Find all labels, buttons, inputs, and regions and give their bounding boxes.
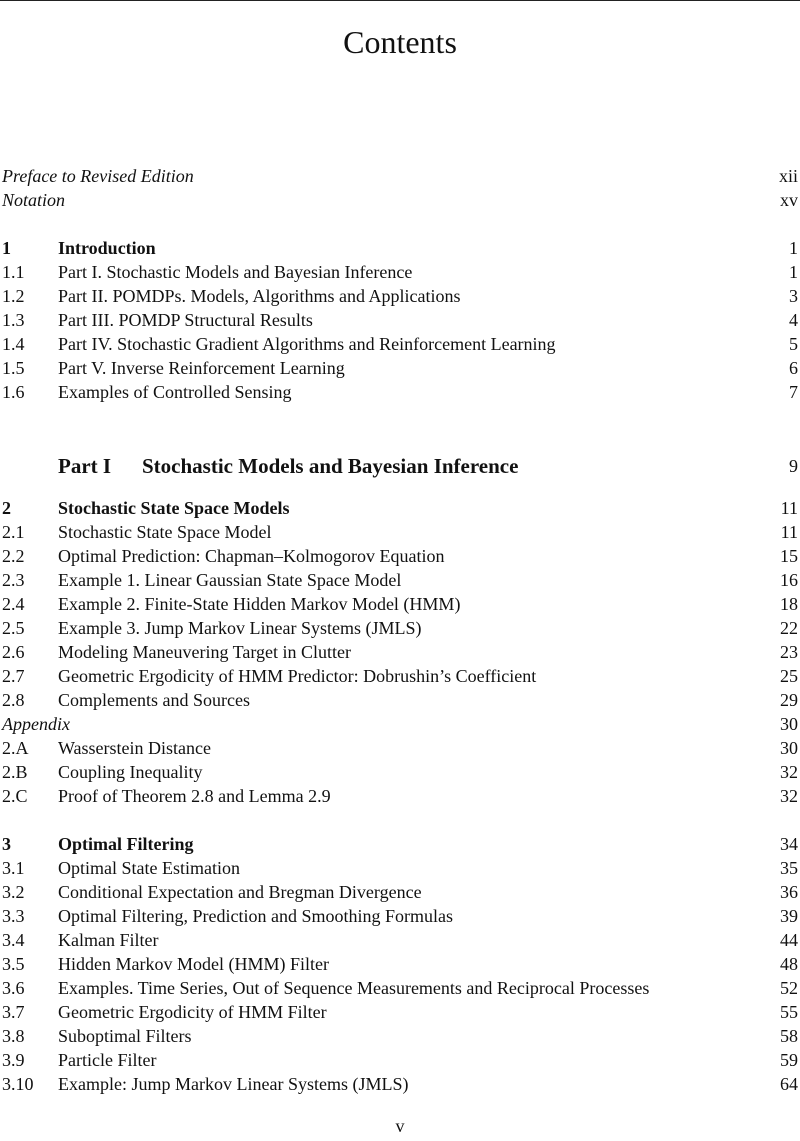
section-number: 3.3: [2, 906, 25, 926]
entry-page: xv: [780, 190, 798, 210]
section-page: 36: [780, 882, 798, 902]
table-of-contents: [2, 164, 798, 1096]
part-title: Stochastic Models and Bayesian Inference: [142, 454, 519, 478]
section-page: 35: [780, 858, 798, 878]
section-number: 1.4: [2, 334, 25, 354]
section-title: Part IV. Stochastic Gradient Algorithms and Reinforcement Learning: [58, 334, 556, 354]
section-number: 2.5: [2, 618, 25, 638]
section-number: 3.7: [2, 1002, 25, 1022]
section-number: 2.A: [2, 738, 29, 758]
section-title: Part I. Stochastic Models and Bayesian Inference: [58, 262, 413, 282]
toc-section[interactable]: [2, 1072, 798, 1096]
section-number: 3.9: [2, 1050, 25, 1070]
part-label: Part I: [58, 454, 112, 478]
chapter-number: 2: [2, 498, 11, 518]
section-number: 3.6: [2, 978, 25, 998]
section-page: 55: [780, 1002, 798, 1022]
section-page: 18: [780, 594, 798, 614]
toc-section[interactable]: [2, 568, 798, 592]
toc-entry-notation[interactable]: [2, 188, 798, 212]
section-title: Optimal Prediction: Chapman–Kolmogorov Equation: [58, 546, 445, 566]
section-page: 39: [780, 906, 798, 926]
page-folio: v: [395, 1116, 405, 1136]
section-page: 32: [780, 786, 798, 806]
section-page: 15: [780, 546, 798, 566]
section-page: 32: [780, 762, 798, 782]
section-number: 2.3: [2, 570, 25, 590]
toc-entry-appendix[interactable]: [2, 712, 798, 736]
section-title: Kalman Filter: [58, 930, 159, 950]
toc-chapter-1[interactable]: [2, 236, 798, 260]
section-number: 2.B: [2, 762, 28, 782]
section-number: 2.8: [2, 690, 25, 710]
section-title: Proof of Theorem 2.8 and Lemma 2.9: [58, 786, 331, 806]
section-page: 64: [780, 1074, 798, 1094]
section-title: Examples. Time Series, Out of Sequence Measurements and Reciprocal Processes: [58, 978, 650, 998]
section-page: 7: [789, 382, 798, 402]
toc-section[interactable]: [2, 880, 798, 904]
toc-section[interactable]: [2, 736, 798, 760]
section-title: Hidden Markov Model (HMM) Filter: [58, 954, 329, 974]
section-page: 59: [780, 1050, 798, 1070]
toc-part-1[interactable]: [2, 444, 798, 488]
section-page: 3: [789, 286, 798, 306]
section-title: Example: Jump Markov Linear Systems (JMLS): [58, 1074, 409, 1094]
toc-section[interactable]: [2, 308, 798, 332]
section-title: Optimal Filtering, Prediction and Smoothing Formulas: [58, 906, 453, 926]
top-rule: [0, 0, 800, 1]
page-title: Contents: [343, 24, 457, 60]
section-title: Suboptimal Filters: [58, 1026, 192, 1046]
toc-section[interactable]: [2, 952, 798, 976]
section-page: 6: [789, 358, 798, 378]
spacer: [2, 212, 798, 236]
section-title: Optimal State Estimation: [58, 858, 240, 878]
entry-title: Preface to Revised Edition: [2, 166, 194, 186]
toc-section[interactable]: [2, 784, 798, 808]
toc-section[interactable]: [2, 856, 798, 880]
section-title: Geometric Ergodicity of HMM Filter: [58, 1002, 327, 1022]
toc-section[interactable]: [2, 664, 798, 688]
toc-section[interactable]: [2, 260, 798, 284]
section-page: 23: [780, 642, 798, 662]
section-title: Example 3. Jump Markov Linear Systems (JMLS): [58, 618, 422, 638]
chapter-page: 11: [780, 498, 798, 518]
section-title: Modeling Maneuvering Target in Clutter: [58, 642, 352, 662]
section-page: 16: [780, 570, 798, 590]
entry-page: xii: [778, 166, 798, 186]
chapter-title: Optimal Filtering: [58, 834, 194, 854]
section-page: 44: [780, 930, 798, 950]
section-title: Particle Filter: [58, 1050, 157, 1070]
spacer: [2, 808, 798, 832]
section-page: 29: [780, 690, 798, 710]
section-title: Part V. Inverse Reinforcement Learning: [58, 358, 345, 378]
toc-section[interactable]: [2, 284, 798, 308]
chapter-page: 1: [789, 238, 798, 258]
toc-section[interactable]: [2, 1024, 798, 1048]
section-page: 58: [780, 1026, 798, 1046]
toc-chapter-2[interactable]: [2, 496, 798, 520]
chapter-title: Introduction: [58, 238, 156, 258]
toc-section[interactable]: [2, 1048, 798, 1072]
section-number: 2.C: [2, 786, 28, 806]
section-number: 2.1: [2, 522, 25, 542]
toc-section[interactable]: [2, 640, 798, 664]
toc-section[interactable]: [2, 332, 798, 356]
section-number: 3.2: [2, 882, 25, 902]
part-page: 9: [789, 456, 798, 476]
section-page: 30: [780, 738, 798, 758]
toc-section[interactable]: [2, 544, 798, 568]
section-title: Stochastic State Space Model: [58, 522, 272, 542]
section-number: 1.2: [2, 286, 25, 306]
section-page: 5: [789, 334, 798, 354]
section-number: 2.2: [2, 546, 25, 566]
toc-section[interactable]: [2, 520, 798, 544]
toc-section[interactable]: [2, 976, 798, 1000]
section-number: 2.7: [2, 666, 25, 686]
section-number: 3.4: [2, 930, 25, 950]
section-number: 2.6: [2, 642, 25, 662]
section-title: Part III. POMDP Structural Results: [58, 310, 313, 330]
section-title: Example 2. Finite-State Hidden Markov Model (HMM): [58, 594, 461, 614]
toc-section[interactable]: [2, 1000, 798, 1024]
section-title: Wasserstein Distance: [58, 738, 211, 758]
section-number: 1.5: [2, 358, 25, 378]
section-title: Coupling Inequality: [58, 762, 203, 782]
section-number: 2.4: [2, 594, 25, 614]
section-number: 3.8: [2, 1026, 25, 1046]
section-title: Complements and Sources: [58, 690, 250, 710]
toc-section[interactable]: [2, 592, 798, 616]
section-title: Examples of Controlled Sensing: [58, 382, 292, 402]
section-title: Example 1. Linear Gaussian State Space Model: [58, 570, 402, 590]
chapter-title: Stochastic State Space Models: [58, 498, 290, 518]
section-page: 48: [780, 954, 798, 974]
toc-chapter-3[interactable]: [2, 832, 798, 856]
section-page: 52: [780, 978, 798, 998]
entry-title: Notation: [2, 190, 66, 210]
section-title: Conditional Expectation and Bregman Divergence: [58, 882, 422, 902]
toc-section[interactable]: [2, 688, 798, 712]
section-title: Geometric Ergodicity of HMM Predictor: Dobrushin’s Coefficient: [58, 666, 537, 686]
spacer: [2, 488, 798, 496]
toc-section[interactable]: [2, 616, 798, 640]
toc-section[interactable]: [2, 760, 798, 784]
spacer: [2, 404, 798, 444]
section-page: 22: [780, 618, 798, 638]
section-number: 3.10: [2, 1074, 34, 1094]
section-page: 11: [780, 522, 798, 542]
section-title: Part II. POMDPs. Models, Algorithms and Applications: [58, 286, 461, 306]
toc-entry-preface[interactable]: [2, 164, 798, 188]
section-number: 1.6: [2, 382, 25, 402]
appendix-page: 30: [780, 714, 798, 734]
toc-section[interactable]: [2, 928, 798, 952]
toc-section[interactable]: [2, 380, 798, 404]
section-number: 1.3: [2, 310, 25, 330]
chapter-page: 34: [780, 834, 798, 854]
chapter-number: 3: [2, 834, 11, 854]
toc-section[interactable]: [2, 904, 798, 928]
toc-section[interactable]: [2, 356, 798, 380]
section-number: 3.5: [2, 954, 25, 974]
section-page: 1: [789, 262, 798, 282]
chapter-number: 1: [2, 238, 11, 258]
section-number: 1.1: [2, 262, 25, 282]
section-page: 25: [780, 666, 798, 686]
section-page: 4: [789, 310, 798, 330]
appendix-title: Appendix: [2, 714, 70, 734]
section-number: 3.1: [2, 858, 25, 878]
